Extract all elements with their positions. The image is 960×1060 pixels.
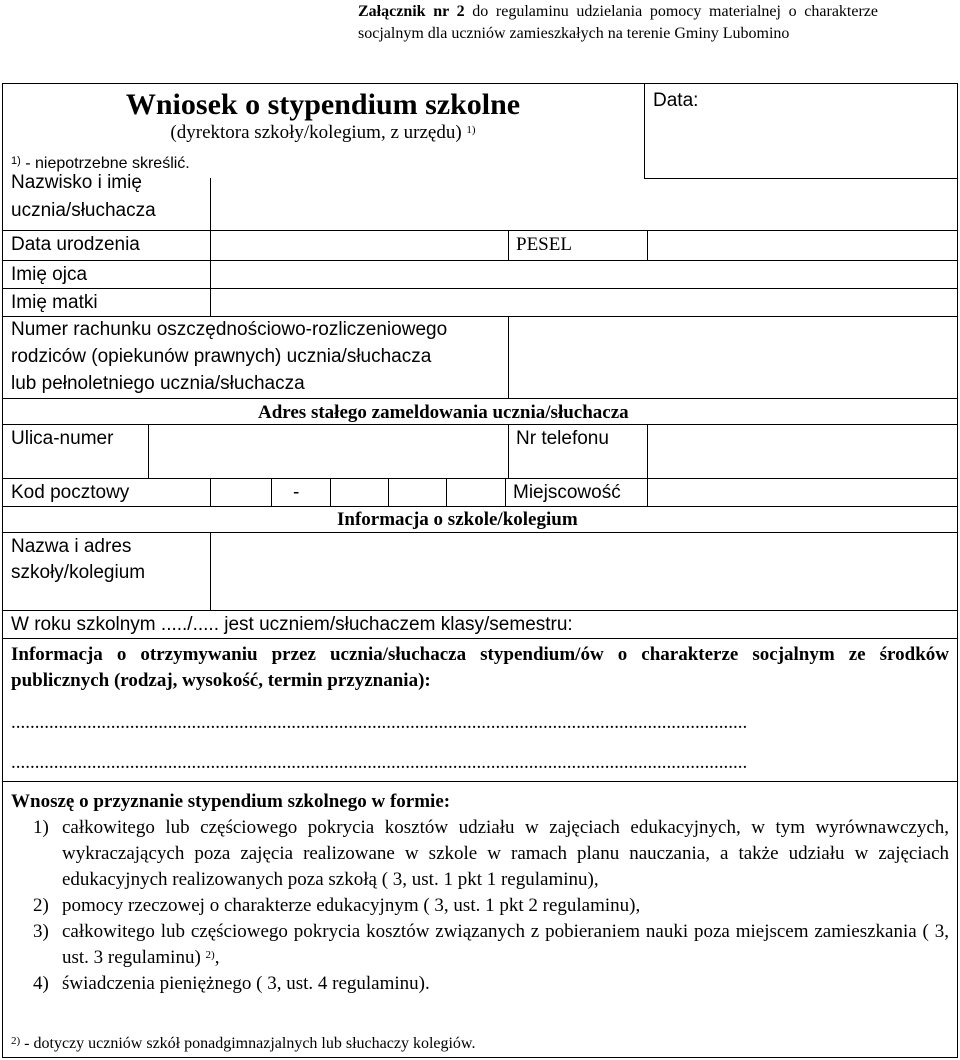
name-label-line1: Nazwisko i imię bbox=[11, 172, 142, 193]
phone-field[interactable] bbox=[648, 425, 957, 478]
father-name-label: Imię ojca bbox=[11, 264, 88, 285]
account-label-line1: Numer rachunku oszczędnościowo-rozliczeniowego bbox=[11, 319, 448, 340]
attachment-note bbox=[358, 1, 878, 45]
request-option-4[interactable]: 4) świadczenia pieniężnego ( 3, ust. 4 regulaminu). bbox=[33, 973, 430, 994]
postal-dash: - bbox=[293, 482, 300, 503]
account-label-line2: rodziców (opiekunów prawnych) ucznia/słuchacza bbox=[11, 346, 432, 367]
postal-digit-5[interactable] bbox=[447, 479, 505, 506]
father-name-field[interactable] bbox=[211, 261, 957, 288]
street-label: Ulica-numer bbox=[11, 428, 114, 449]
form-title: Wniosek o stypendium szkolne bbox=[125, 88, 521, 121]
account-label-line3: lub pełnoletniego ucznia/słuchacza bbox=[11, 373, 305, 394]
address-section-title: Adres stałego zameldowania ucznia/słuchacza bbox=[258, 402, 629, 423]
subtitle-footnote-mark: 1) bbox=[466, 124, 476, 136]
pesel-label: PESEL bbox=[516, 234, 572, 255]
pesel-field[interactable] bbox=[648, 231, 957, 260]
phone-label: Nr telefonu bbox=[516, 428, 609, 449]
request-option-3[interactable]: 3) całkowitego lub częściowego pokrycia kosztów związanych z pobieraniem nauki poza miejscem zamieszkania ( 3, ust. 3 regulaminu) $^{2)}$, bbox=[33, 921, 949, 968]
request-option-1[interactable]: 1) całkowitego lub częściowego pokrycia kosztów udziału w zajęciach edukacyjnych, w tym wyrównawczych, wykraczających poza zajęcia realizowane w szkole w ramach planu nauczania, a także udziału w zajęciach edukacyjnych realizowanych poza szkołą ( 3, ust. 1 pkt 1 regulaminu), bbox=[33, 817, 949, 890]
attachment-lead: Załącznik nr 2 bbox=[358, 3, 465, 20]
request-option-2[interactable]: 2) pomocy rzeczowej o charakterze edukacyjnym ( 3, ust. 1 pkt 2 regulaminu), bbox=[33, 895, 641, 916]
scholarship-info-dots-1[interactable]: ........................................................................................................................................................... bbox=[11, 712, 748, 733]
school-name-label-line1: Nazwa i adres bbox=[11, 536, 132, 557]
street-field[interactable] bbox=[149, 425, 508, 478]
postal-digit-3[interactable] bbox=[331, 479, 388, 506]
request-option-3-footnote-mark: 2) bbox=[205, 949, 215, 961]
postal-digit-1[interactable] bbox=[211, 479, 270, 506]
name-label-line2: ucznia/słuchacza bbox=[11, 200, 156, 221]
form-subtitle: (dyrektora szkoły/kolegium, z urzędu) $^{1)}$ bbox=[170, 122, 476, 143]
birth-date-label: Data urodzenia bbox=[11, 234, 140, 255]
name-field[interactable] bbox=[211, 179, 957, 230]
postal-digit-4[interactable] bbox=[389, 479, 446, 506]
scholarship-info-dots-2[interactable]: ........................................................................................................................................................... bbox=[11, 752, 748, 773]
birth-date-field[interactable] bbox=[211, 231, 508, 260]
date-label: Data: bbox=[653, 90, 699, 111]
city-label: Miejscowość bbox=[513, 482, 621, 503]
attachment-text: do regulaminu udzielania pomocy materialnej o charakterze socjalnym dla uczniów zamieszkałych na terenie Gminy Lubomino bbox=[358, 3, 879, 42]
account-number-field[interactable] bbox=[509, 317, 957, 398]
postal-code-label: Kod pocztowy bbox=[11, 482, 130, 503]
school-section-title: Informacja o szkole/kolegium bbox=[337, 509, 578, 530]
footnote-1: $^{1)}$ - niepotrzebne skreślić. bbox=[11, 155, 190, 172]
city-field[interactable] bbox=[648, 479, 957, 506]
application-form bbox=[2, 83, 958, 1058]
school-name-field[interactable] bbox=[211, 533, 957, 610]
mother-name-label: Imię matki bbox=[11, 292, 98, 313]
mother-name-field[interactable] bbox=[211, 289, 957, 316]
scholarship-info-text: Informacja o otrzymywaniu przez ucznia/słuchacza stypendium/ów o charakterze socjalnym ze środków publicznych (rodzaj, wysokość, termin przyznania): bbox=[11, 644, 949, 691]
request-options-list bbox=[11, 815, 949, 997]
request-heading: Wnoszę o przyznanie stypendium szkolnego w formie: bbox=[11, 791, 451, 812]
date-field[interactable] bbox=[645, 114, 957, 178]
school-name-label-line2: szkoły/kolegium bbox=[11, 562, 146, 583]
school-year-line: W roku szkolnym ...../..... jest uczniem/słuchaczem klasy/semestru: bbox=[11, 614, 573, 635]
footnote-2: $^{2)}$ - dotyczy uczniów szkół ponadgimnazjalnych lub słuchaczy kolegiów. bbox=[11, 1035, 476, 1052]
